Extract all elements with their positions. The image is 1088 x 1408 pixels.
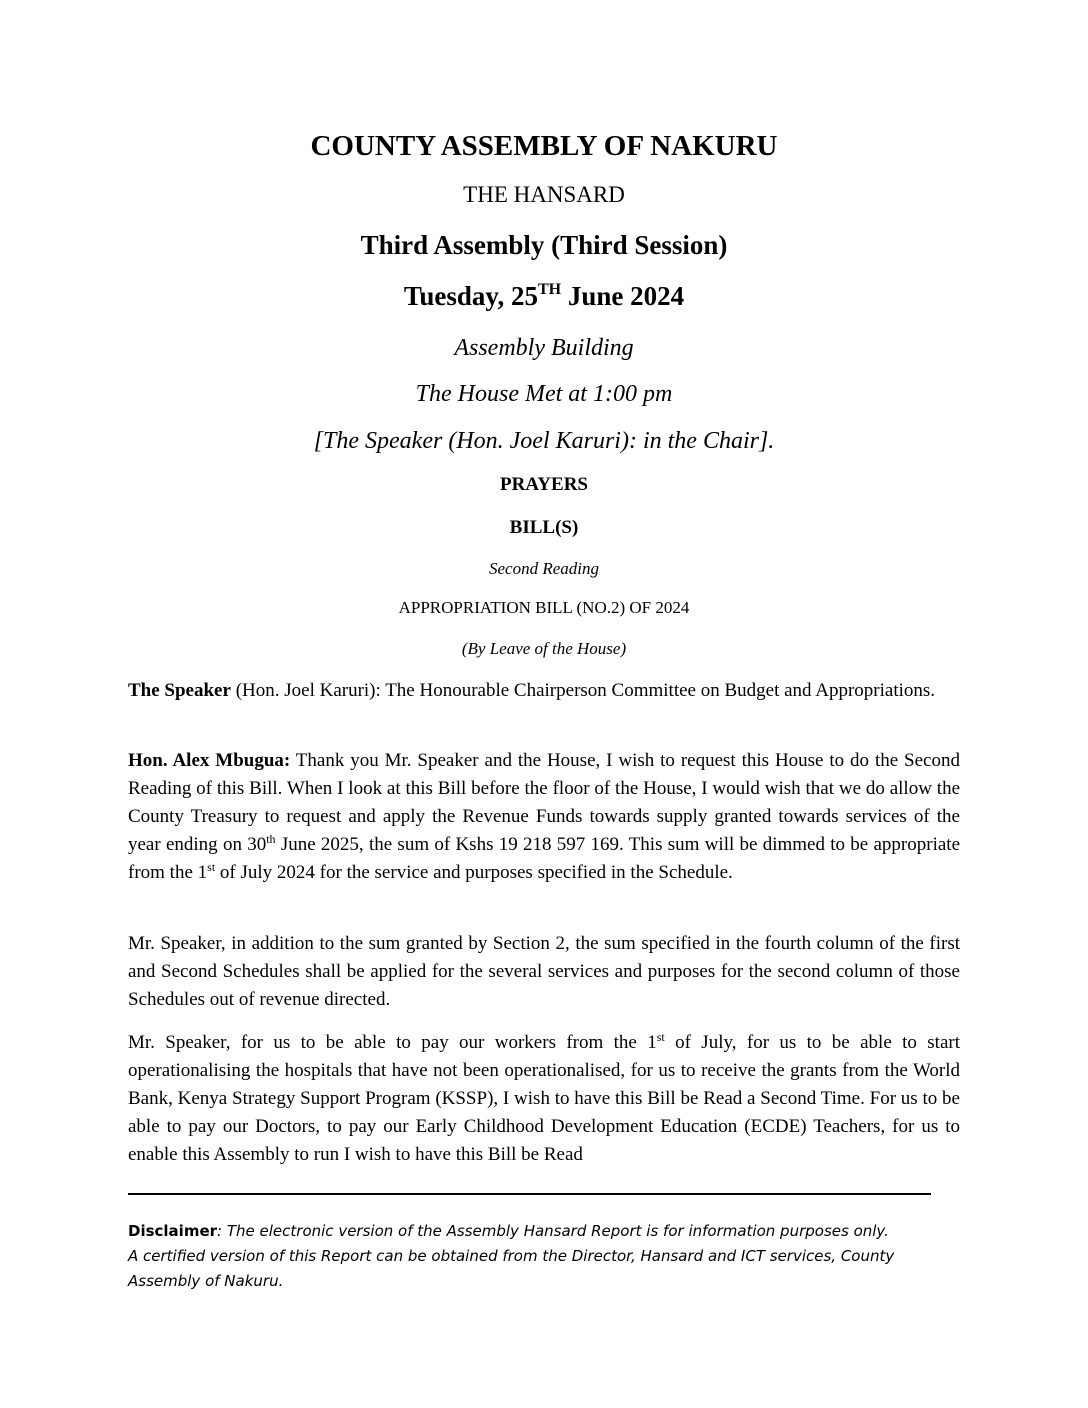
speaker-paragraph	[128, 677, 960, 705]
leave-note: (By Leave of the House)	[461, 639, 627, 658]
disclaimer-line-2: A certified version of this Report can be obtained from the Director, Hansard and ICT services, County	[128, 1247, 895, 1265]
mbugua-text-2: June 2025, the sum of Kshs 19 218 597 169. This sum will be dimmed to be appropriate from the 1	[128, 834, 961, 883]
reading-stage: Second Reading	[489, 559, 599, 578]
workers-text-2: of July, for us to be able to start operationalising the hospitals that have not been operationalised, for us to receive the grants from the World Bank, Kenya Strategy Support Program (KSSP), I wish to have this Bill be Read a Second Time. For us to be able to pay our Doctors, to pay our Early Childhood Development Education (ECDE) Teachers, for us to enable this Assembly to run I wish to have this Bill be Read	[128, 1032, 960, 1165]
assembly-name: COUNTY ASSEMBLY OF NAKURU	[310, 130, 778, 162]
speaker-text: (Hon. Joel Karuri): The Honourable Chairperson Committee on Budget and Appropriations.	[230, 680, 936, 701]
assembly-session: Third Assembly (Third Session)	[360, 230, 728, 260]
chair-note: [The Speaker (Hon. Joel Karuri): in the Chair].	[313, 428, 775, 454]
mbugua-sup-2: st	[207, 860, 216, 874]
disclaimer	[128, 1219, 958, 1294]
sitting-date	[0, 279, 1088, 313]
sitting-date-prefix: Tuesday, 25	[403, 281, 538, 311]
footer-divider	[128, 1193, 931, 1195]
workers-text-1: Mr. Speaker, for us to be able to pay our workers from the 1	[128, 1032, 657, 1053]
mbugua-name: Hon. Alex Mbugua:	[128, 750, 291, 771]
disclaimer-text-1: The electronic version of the Assembly Hansard Report is for information purposes only.	[222, 1222, 889, 1240]
speaker-name: The Speaker	[128, 680, 231, 701]
sitting-date-suffix: TH	[537, 281, 562, 298]
mbugua-paragraph	[128, 747, 960, 887]
mbugua-text-1: Thank you Mr. Speaker and the House, I wish to request this House to do the Second Reading of this Bill. When I look at this Bill before the floor of the House, I would wish that we do allow the County Treasury to request and apply the Revenue Funds towards supply granted towards services of the year ending on 30	[128, 750, 960, 855]
report-name: THE HANSARD	[463, 182, 625, 207]
sitting-date-rest: June 2024	[561, 281, 685, 311]
venue: Assembly Building	[454, 335, 634, 361]
disclaimer-colon: :	[217, 1222, 223, 1240]
workers-paragraph	[128, 1029, 960, 1169]
addition-paragraph: Mr. Speaker, in addition to the sum granted by Section 2, the sum specified in the fourth column of the first and Second Schedules shall be applied for the several services and purposes for the second column of those Schedules out of revenue directed.	[128, 933, 960, 1010]
disclaimer-line-3: Assembly of Nakuru.	[128, 1272, 284, 1290]
bills-heading: BILL(S)	[509, 517, 579, 538]
mbugua-text-3: of July 2024 for the service and purposes specified in the Schedule.	[215, 862, 733, 883]
meeting-time: The House Met at 1:00 pm	[415, 381, 673, 407]
prayers-heading: PRAYERS	[500, 474, 588, 495]
bill-title: APPROPRIATION BILL (NO.2) OF 2024	[398, 598, 690, 617]
mbugua-sup-1: th	[266, 832, 276, 846]
disclaimer-label: Disclaimer	[128, 1222, 218, 1240]
disclaimer-line-1	[128, 1219, 958, 1244]
workers-sup-1: st	[656, 1030, 665, 1044]
